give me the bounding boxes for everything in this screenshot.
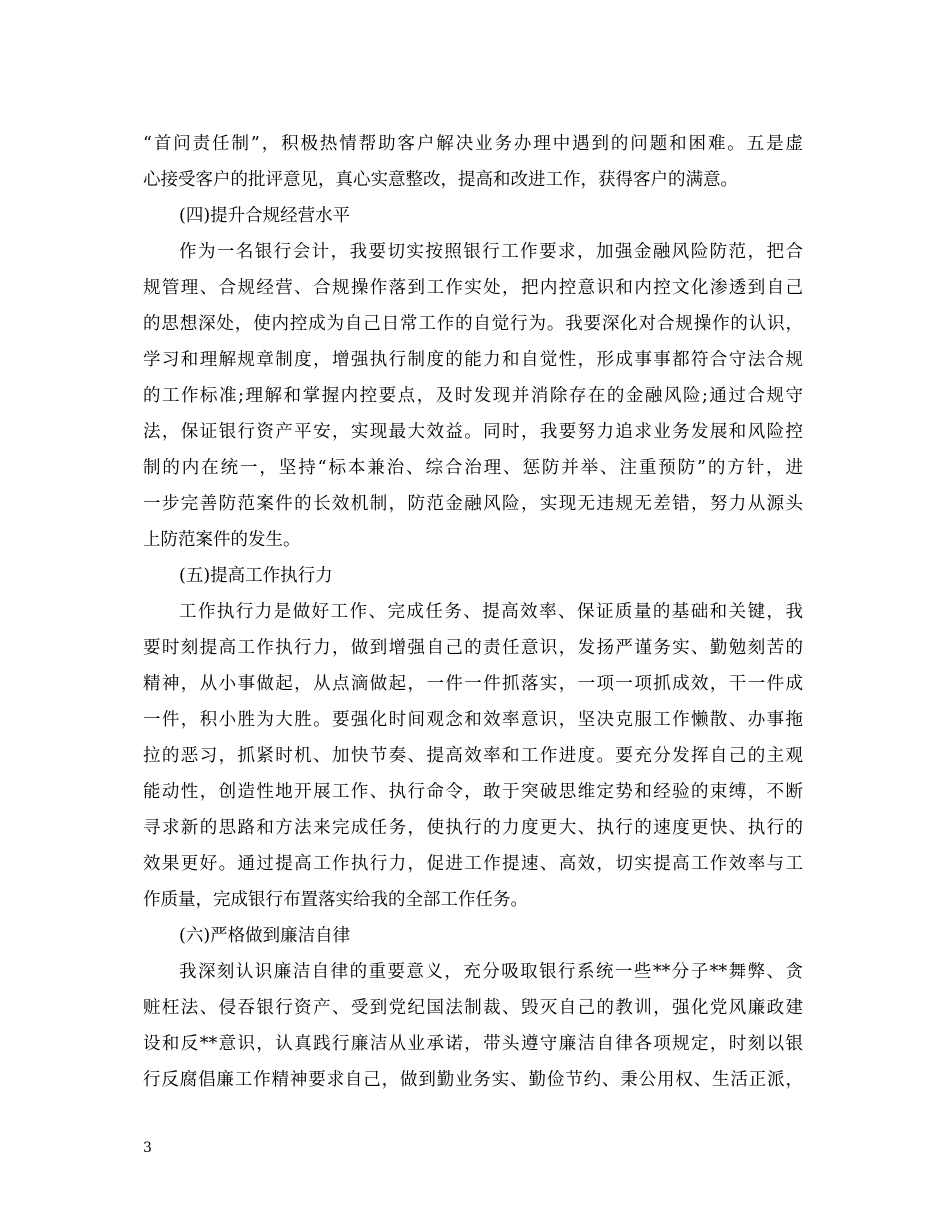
text-line: 寻求新的思路和方法来完成任务，使执行的力度更大、执行的速度更快、执行的 (143, 818, 803, 838)
text-line: 学习和理解规章制度，增强执行制度的能力和自觉性，形成事事都符合守法合规 (143, 350, 803, 370)
text-line: 作质量，完成银行布置落实给我的全部工作任务。 (143, 890, 528, 910)
text-line: 作为一名银行会计，我要切实按照银行工作要求，加强金融风险防范，把合 (179, 242, 803, 262)
text-line: 我深刻认识廉洁自律的重要意义，充分吸取银行系统一些**分子**舞弊、贪 (179, 962, 803, 982)
text-line: 一件，积小胜为大胜。要强化时间观念和效率意识，坚决克服工作懒散、办事拖 (143, 710, 803, 730)
section-heading-5: (五)提高工作执行力 (179, 566, 333, 586)
text-line: 法，保证银行资产平安，实现最大效益。同时，我要努力追求业务发展和风险控 (143, 422, 803, 442)
section-heading-4: (四)提升合规经营水平 (179, 206, 351, 226)
text-line: 的工作标准;理解和掌握内控要点，及时发现并消除存在的金融风险;通过合规守 (143, 386, 803, 406)
section-heading-6: (六)严格做到廉洁自律 (179, 926, 351, 946)
text-line: 精神，从小事做起，从点滴做起，一件一件抓落实，一项一项抓成效，干一件成 (143, 674, 803, 694)
text-line: 心接受客户的批评意见，真心实意整改，提高和改进工作，获得客户的满意。 (143, 170, 738, 190)
text-line: “首问责任制”，积极热情帮助客户解决业务办理中遇到的问题和困难。五是虚 (143, 134, 803, 154)
text-line: 的思想深处，使内控成为自己日常工作的自觉行为。我要深化对合规操作的认识， (143, 314, 803, 334)
text-line: 能动性，创造性地开展工作、执行命令，敢于突破思维定势和经验的束缚，不断 (143, 782, 803, 802)
text-line: 赃枉法、侵吞银行资产、受到党纪国法制裁、毁灭自己的教训，强化党风廉政建 (143, 998, 803, 1018)
text-line: 工作执行力是做好工作、完成任务、提高效率、保证质量的基础和关键，我 (179, 602, 803, 622)
text-line: 规管理、合规经营、合规操作落到工作实处，把内控意识和内控文化渗透到自己 (143, 278, 803, 298)
text-line: 一步完善防范案件的长效机制，防范金融风险，实现无违规无差错，努力从源头 (143, 494, 803, 514)
text-line: 设和反**意识，认真践行廉洁从业承诺，带头遵守廉洁自律各项规定，时刻以银 (143, 1034, 803, 1054)
text-line: 上防范案件的发生。 (143, 530, 301, 550)
text-line: 拉的恶习，抓紧时机、加快节奏、提高效率和工作进度。要充分发挥自己的主观 (143, 746, 803, 766)
text-line: 制的内在统一，坚持“标本兼治、综合治理、惩防并举、注重预防”的方针，进 (143, 458, 803, 478)
text-line: 效果更好。通过提高工作执行力，促进工作提速、高效，切实提高工作效率与工 (143, 854, 803, 874)
page-number: 3 (143, 1140, 152, 1156)
text-line: 行反腐倡廉工作精神要求自己，做到勤业务实、勤俭节约、秉公用权、生活正派， (143, 1070, 803, 1090)
text-line: 要时刻提高工作执行力，做到增强自己的责任意识，发扬严谨务实、勤勉刻苦的 (143, 638, 803, 658)
